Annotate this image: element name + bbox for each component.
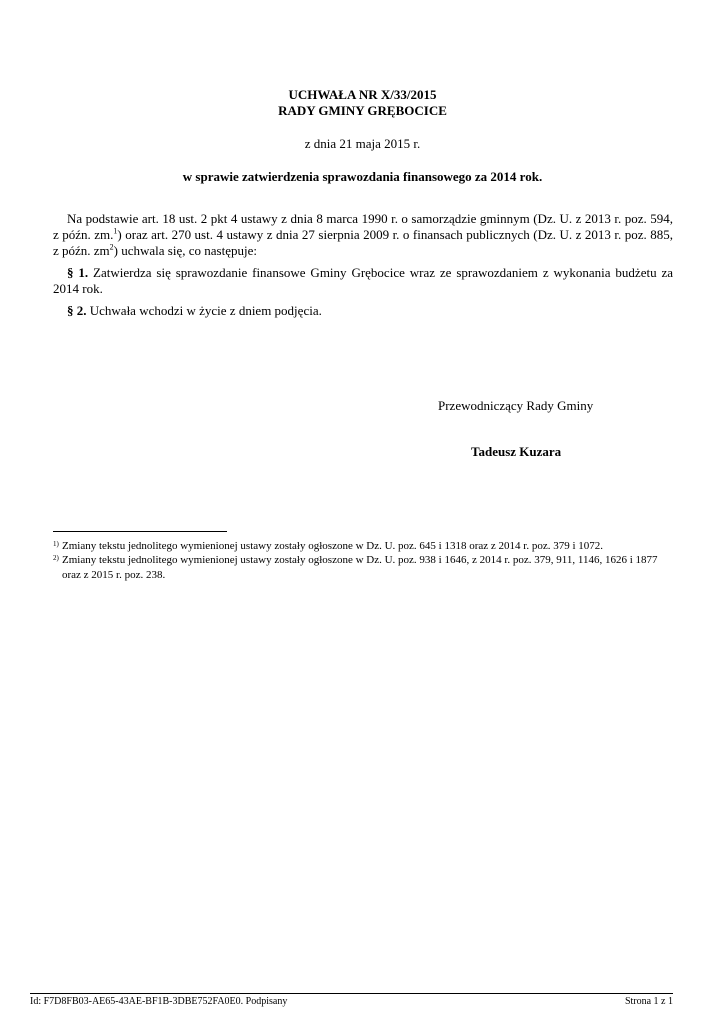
preamble-paragraph [53, 211, 673, 259]
footnote-2-text: Zmiany tekstu jednolitego wymienionej ustawy zostały ogłoszone w Dz. U. poz. 938 i 1646, z 2014 r. poz. 379, 911, 1146, 1626 i 1877 oraz z 2015 r. poz. 238. [62, 554, 658, 581]
footnote-1-text: Zmiany tekstu jednolitego wymienionej ustawy zostały ogłoszone w Dz. U. poz. 645 i 1318 oraz z 2014 r. poz. 379 i 1072. [62, 540, 604, 552]
paragraph-1 [53, 265, 673, 297]
resolution-date: z dnia 21 maja 2015 r. [304, 136, 421, 151]
resolution-subject: w sprawie zatwierdzenia sprawozdania finansowego za 2014 rok. [182, 169, 543, 184]
footnote-2-number: 2) [53, 554, 59, 562]
footnote-1 [53, 539, 673, 554]
paragraph-2 [53, 303, 673, 319]
footnote-ref-2: 2 [109, 242, 114, 252]
paragraph-2-text: Uchwała wchodzi w życie z dniem podjęcia. [86, 303, 322, 318]
paragraph-1-number: § 1. [67, 265, 89, 280]
signature-role: Przewodniczący Rady Gminy [438, 398, 594, 413]
footnote-separator [53, 531, 227, 532]
footnote-1-number: 1) [53, 540, 59, 548]
council-name: RADY GMINY GRĘBOCICE [278, 103, 447, 118]
page-number: Strona 1 z 1 [624, 996, 673, 1007]
preamble-text-c: ) uchwala się, co następuje: [113, 243, 257, 258]
signature-name: Tadeusz Kuzara [471, 444, 562, 459]
paragraph-2-number: § 2. [67, 303, 87, 318]
preamble-text-a: Na podstawie art. 18 ust. 2 pkt 4 ustawy z dnia 8 marca 1990 r. o samorządzie gminnym (Dz. U. z 2013 r. poz. 594, z późn. zm. [53, 211, 673, 242]
footnote-2 [53, 553, 673, 583]
footer-separator [30, 993, 673, 994]
document-id: Id: F7D8FB03-AE65-43AE-BF1B-3DBE752FA0E0. Podpisany [30, 996, 288, 1007]
paragraph-1-text: Zatwierdza się sprawozdanie finansowe Gminy Grębocice wraz ze sprawozdaniem z wykonania budżetu za 2014 rok. [53, 265, 674, 296]
preamble-text-b: ) oraz art. 270 ust. 4 ustawy z dnia 27 sierpnia 2009 r. o finansach publicznych (Dz. U. z 2013 r. poz. 885, z późn. zm [53, 227, 674, 258]
resolution-title: UCHWAŁA NR X/33/2015 [288, 87, 437, 102]
footnote-ref-1: 1 [113, 226, 118, 236]
